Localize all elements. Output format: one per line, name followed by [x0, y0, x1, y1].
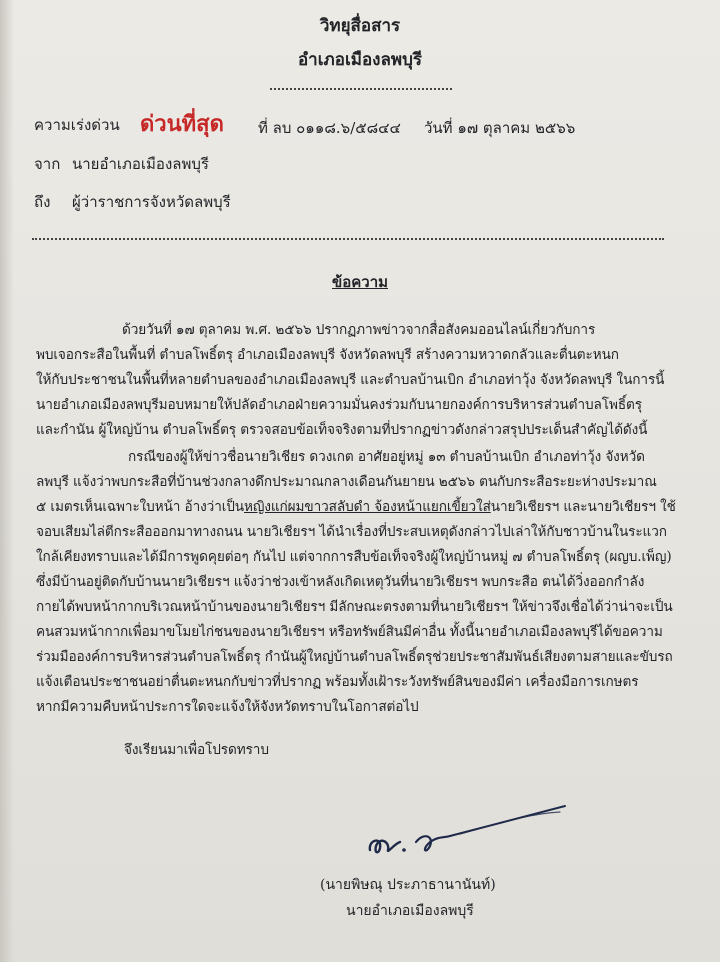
- to-label: ถึง: [34, 193, 51, 211]
- meta-dotted-divider: [32, 238, 664, 240]
- urgency-label: ความเร่งด่วน: [34, 116, 120, 134]
- body-line: [36, 495, 676, 517]
- page-edge-shadow: [0, 0, 14, 962]
- from-value: นายอำเภอเมืองลพบุรี: [72, 155, 209, 173]
- signature-image: [360, 792, 580, 872]
- body-line: พบเจอกระสือในพื้นที่ ตำบลโพธิ์ตรุ อำเภอเมืองลพบุรี จังหวัดลพบุรี สร้างความหวาดกลัวและตื่นตะหนก: [36, 347, 619, 363]
- underlined-text: หญิงแก่ผมขาวสลับดำ จ้องหน้าแยกเขี้ยวใส่: [244, 499, 491, 515]
- body-line: ร่วมมือองค์การบริหารส่วนตำบลโพธิ์ตรุ กำนันผู้ใหญ่บ้านตำบลโพธิ์ตรุช่วยประชาสัมพันธ์เสียงตามสายและขับรถ: [36, 649, 673, 665]
- body-line: จอบเสียมไล่ตีกระสือออกมาทางถนน นายวิเชียรฯ ได้นำเรื่องที่ประสบเหตุดังกล่าวไปเล่าให้กับชาวบ้านในระแวก: [36, 524, 667, 540]
- body-line: กายได้พบหน้ากากบริเวณหน้าบ้านของนายวิเชียรฯ มีลักษณะตรงตามที่นายวิเชียรฯ ให้ข่าวจึงเชื่อได้ว่าน่าจะเป็น: [36, 599, 673, 615]
- body-line: แจ้งเตือนประชาชนอย่าตื่นตะหนกกับข่าวที่ปรากฏ พร้อมทั้งเฝ้าระวังทรัพย์สินของมีค่า เครื่องมือการเกษตร: [36, 674, 639, 690]
- body-line: ใกล้เคียงทราบและได้มีการพูดคุยต่อๆ กันไป แต่จากการสืบข้อเท็จจริงผู้ใหญ่บ้านหมู่ ๗ ตำบลโพธิ์ตรุ (ผญบ.เพ็ญ): [36, 549, 672, 565]
- header-district: อำเภอเมืองลพบุรี: [297, 50, 423, 70]
- reference-number: ที่ ลบ ๐๑๑๘.๖/๕๘๔๔: [258, 119, 401, 137]
- to-value: ผู้ว่าราชการจังหวัดลพบุรี: [72, 193, 231, 211]
- body-line: ด้วยวันที่ ๑๗ ตุลาคม พ.ศ. ๒๕๖๖ ปรากฏภาพข่าวจากสื่อสังคมออนไลน์เกี่ยวกับการ: [122, 322, 596, 338]
- body-line: นายอำเภอเมืองลพบุรีมอบหมายให้ปลัดอำเภอฝ่ายความมั่นคงร่วมกับนายกองค์การบริหารส่วนตำบลโพธิ์ตรุ: [36, 397, 642, 413]
- body-text: ๕ เมตรเห็นเฉพาะใบหน้า อ้างว่าเป็น: [36, 499, 244, 515]
- body-line: และกำนัน ผู้ใหญ่บ้าน ตำบลโพธิ์ตรุ ตรวจสอบข้อเท็จจริงตามที่ปรากฏข่าวดังกล่าวสรุปประเด็นสำคัญได้ดังนี้: [36, 422, 648, 438]
- document-date: วันที่ ๑๗ ตุลาคม ๒๕๖๖: [424, 119, 576, 137]
- header-dotted-divider: [270, 88, 452, 90]
- closing-line: จึงเรียนมาเพื่อโปรดทราบ: [124, 742, 269, 758]
- body-line: กรณีของผู้ให้ข่าวชื่อนายวิเชียร ดวงเกต อาศัยอยู่หมู่ ๑๓ ตำบลบ้านเบิก อำเภอท่าวุ้ง จังหวัด: [128, 449, 645, 465]
- body-line: ซึ่งมีบ้านอยู่ติดกับบ้านนายวิเชียรฯ แจ้งว่าช่วงเข้าหลังเกิดเหตุวันที่นายวิเชียรฯ พบกระสือ ตนได้วิ่งออกกำลัง: [36, 574, 645, 590]
- from-label: จาก: [34, 155, 61, 173]
- body-line: หากมีความคืบหน้าประการใดจะแจ้งให้จังหวัดทราบในโอกาสต่อไป: [36, 699, 419, 715]
- signatory-name: (นายพิษณุ ประภาธานานันท์): [320, 877, 496, 893]
- body-line: ให้กับประชาชนในพื้นที่หลายตำบลของอำเภอเมืองลพบุรี และตำบลบ้านเบิก อำเภอท่าวุ้ง จังหวัดลพบุรี ในการนี้: [36, 372, 665, 388]
- signatory-title: นายอำเภอเมืองลพบุรี: [346, 903, 474, 919]
- header-title: วิทยุสื่อสาร: [319, 16, 401, 36]
- body-line: คนสวมหน้ากากเพื่อมาขโมยไก่ชนของนายวิเชียรฯ หรือทรัพย์สินมีค่าอื่น ทั้งนี้นายอำเภอเมืองลพบุรีได้ขอความ: [36, 624, 663, 640]
- message-title: ข้อความ: [331, 273, 389, 291]
- body-text: นายวิเชียรฯ และนายวิเชียรฯ ใช้: [490, 499, 676, 515]
- urgency-value: ด่วนที่สุด: [140, 111, 224, 137]
- body-line: ลพบุรี แจ้งว่าพบกระสือที่บ้านช่วงกลางดึกประมาณกลางเดือนกันยายน ๒๕๖๖ ตนกับกระสือระยะห่างประมาณ: [36, 474, 657, 490]
